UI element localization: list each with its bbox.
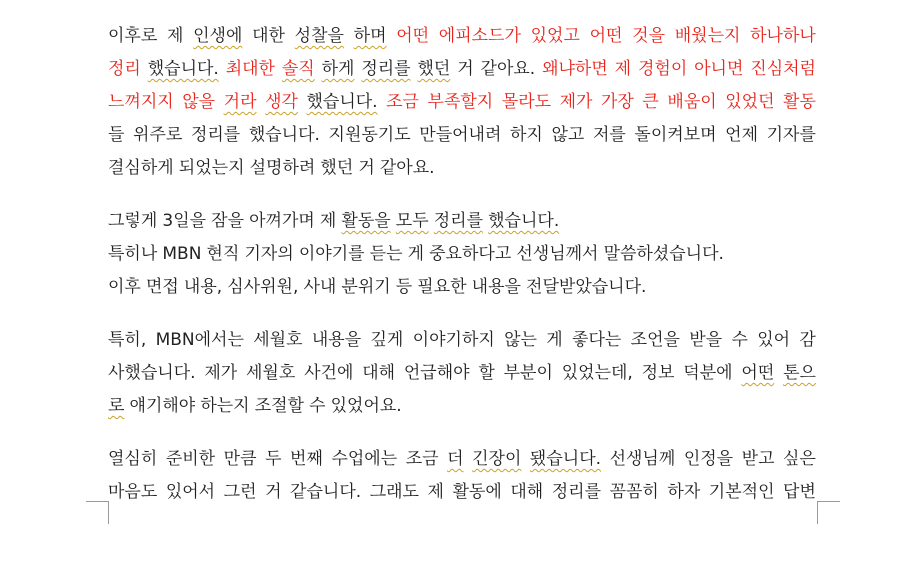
word: 제 <box>427 482 444 502</box>
word: 지원동기도 <box>328 125 411 145</box>
word: 설명하려 <box>249 158 316 178</box>
word: 않는 <box>504 330 537 350</box>
paragraph-gap <box>108 185 816 205</box>
word: 조금 <box>405 449 439 469</box>
word: 활동 <box>783 92 816 112</box>
word: 인정을 <box>683 449 734 469</box>
word: 됐습니다. <box>529 449 602 469</box>
word: 결심하게 <box>108 158 174 178</box>
document-body[interactable] <box>108 20 816 509</box>
word: 모두 <box>395 211 429 231</box>
paragraph <box>108 443 816 509</box>
word: 정리를 <box>551 482 602 502</box>
text-line <box>108 324 816 357</box>
word: 언제 <box>725 125 758 145</box>
word: 기자를 <box>766 125 816 145</box>
word: 선생님께 <box>609 449 676 469</box>
word: 거 <box>265 482 282 502</box>
word: 왜냐하면 <box>542 59 608 79</box>
word: 만큼 <box>223 449 257 469</box>
word: 느껴지지 <box>108 92 174 112</box>
word: 번째 <box>290 449 323 469</box>
word: 것을 <box>632 26 666 46</box>
word: 아니면 <box>694 59 744 79</box>
word: 세월호 <box>253 330 303 350</box>
word: 배웠는지 <box>674 26 741 46</box>
word: 심사위원, <box>227 277 299 297</box>
word: 정리를 <box>190 125 241 145</box>
page-corner-mark-left <box>86 501 109 524</box>
word: 있었던 <box>725 92 775 112</box>
page-corner-mark-right <box>817 501 840 524</box>
word: 긴장이 <box>472 449 522 469</box>
word: 그래도 <box>369 482 419 502</box>
text-line <box>108 390 816 423</box>
word: 돌이켜보며 <box>634 125 717 145</box>
word: 진심처럼 <box>750 59 816 79</box>
word: 기자의 <box>244 244 294 264</box>
word: 꼼꼼히 <box>609 482 659 502</box>
word: 있었는데, <box>561 363 633 383</box>
word: 듣는 <box>369 244 403 264</box>
word: 조금 <box>386 92 419 112</box>
word: 내용을 <box>471 277 521 297</box>
word: 깊게 <box>370 330 404 350</box>
word: 마음도 <box>108 482 158 502</box>
word: 수 <box>731 330 748 350</box>
paragraph-gap <box>108 304 816 324</box>
word: 몰라도 <box>501 92 552 112</box>
word: 중요하다고 <box>429 244 512 264</box>
word: 답변 <box>783 482 816 502</box>
word: 열심히 <box>108 449 158 469</box>
word: 만들어내려 <box>419 125 502 145</box>
word: 대한 <box>252 26 285 46</box>
word: 했습니다. <box>488 211 560 231</box>
word: 받고 <box>741 449 775 469</box>
paragraph <box>108 205 816 304</box>
word: 이야기하지 <box>412 330 495 350</box>
word: 정보 <box>641 363 675 383</box>
word: 가장 <box>601 92 634 112</box>
text-line <box>108 443 816 476</box>
word: 어떤 <box>396 26 430 46</box>
word: 3일을 <box>162 211 207 231</box>
word: 않고 <box>551 125 585 145</box>
word: 하는지 <box>200 396 250 416</box>
word: 싶은 <box>783 449 816 469</box>
paragraph <box>108 20 816 185</box>
word: 활동에 <box>452 482 502 502</box>
word: 했습니다. <box>306 92 378 112</box>
word: 있어 <box>757 330 791 350</box>
word: 있어서 <box>165 482 216 502</box>
text-line <box>108 53 816 86</box>
word: 같아요. <box>480 59 536 79</box>
word: 경험이 <box>637 59 688 79</box>
word: 게 <box>546 330 563 350</box>
text-line <box>108 271 816 304</box>
word: 위주로 <box>133 125 183 145</box>
word: 내용을 <box>311 330 362 350</box>
text-line <box>108 205 816 238</box>
word: 했습니다. <box>147 59 219 79</box>
word: 부족할지 <box>427 92 494 112</box>
word: 대해 <box>510 482 544 502</box>
word: 더 <box>447 449 464 469</box>
word: 톤으 <box>783 363 816 383</box>
word: 제가 <box>204 363 238 383</box>
word: 하며 <box>353 26 387 46</box>
word: 활동을 <box>341 211 391 231</box>
word: 하지 <box>510 125 543 145</box>
text-line <box>108 357 816 390</box>
word: 했던 <box>320 158 354 178</box>
word: 특히, <box>108 330 147 350</box>
word: 배움이 <box>667 92 717 112</box>
word: 사내 <box>303 277 337 297</box>
word: 거라 <box>223 92 257 112</box>
word: 면접 <box>145 277 179 297</box>
word: 어떤 <box>741 363 775 383</box>
word: 정리를 <box>361 59 411 79</box>
word: 했던 <box>417 59 451 79</box>
word: 정리를 <box>433 211 484 231</box>
word: 부분이 <box>503 363 553 383</box>
word: 감 <box>799 330 816 350</box>
word: 큰 <box>642 92 659 112</box>
word: 그런 <box>223 482 257 502</box>
word: 현직 <box>206 244 240 264</box>
word: 전달받았습니다. <box>526 277 647 297</box>
word: 제 <box>166 26 184 46</box>
word: 덕분에 <box>683 363 733 383</box>
word: 로 <box>108 396 125 416</box>
word: 언급해야 <box>403 363 470 383</box>
word: 기본적인 <box>708 482 775 502</box>
word: 같아요. <box>379 158 435 178</box>
word: 받을 <box>689 330 723 350</box>
word: 정리 <box>108 59 141 79</box>
word: 들 <box>108 125 125 145</box>
word: 이후 <box>108 277 141 297</box>
word: 등 <box>395 277 413 297</box>
word: 사했습니다. <box>108 363 196 383</box>
word: 얘기해야 <box>129 396 196 416</box>
word: 저를 <box>592 125 626 145</box>
word: 하게 <box>321 59 355 79</box>
word: 조언을 <box>630 330 680 350</box>
word: 세월호 <box>246 363 296 383</box>
word: 성찰을 <box>294 26 344 46</box>
word: 잠을 <box>211 211 244 231</box>
word: 생각 <box>265 92 298 112</box>
word: 거 <box>457 59 474 79</box>
word: 준비한 <box>165 449 216 469</box>
word: 되었는지 <box>178 158 245 178</box>
text-line <box>108 238 816 271</box>
paragraph-gap <box>108 423 816 443</box>
word: 같습니다. <box>290 482 362 502</box>
text-line <box>108 86 816 119</box>
text-line <box>108 476 816 509</box>
word: 있었어요. <box>330 396 402 416</box>
word: 그렇게 <box>108 211 158 231</box>
word: 제 <box>614 59 632 79</box>
word: 어떤 <box>589 26 623 46</box>
word: 최대한 <box>225 59 275 79</box>
word: 좋다는 <box>572 330 622 350</box>
text-line <box>108 20 816 53</box>
word: 대해 <box>362 363 396 383</box>
word: 필요한 <box>417 277 467 297</box>
word: 게 <box>407 244 425 264</box>
word: 아껴가며 <box>249 211 315 231</box>
word: 특히나 <box>108 244 158 264</box>
word: 했습니다. <box>248 125 320 145</box>
word: 이후로 <box>108 26 158 46</box>
word: 인생에 <box>193 26 243 46</box>
word: 이야기를 <box>298 244 365 264</box>
word: 사건에 <box>304 363 354 383</box>
word: 수업에는 <box>331 449 398 469</box>
word: 내용, <box>183 277 223 297</box>
word: MBN <box>162 244 202 264</box>
text-line <box>108 119 816 152</box>
word: 조절할 <box>254 396 304 416</box>
text-line <box>108 152 816 185</box>
paragraph <box>108 324 816 423</box>
word: 하자 <box>667 482 701 502</box>
word: 솔직 <box>281 59 315 79</box>
word: 에피소드가 <box>438 26 521 46</box>
word: 않을 <box>182 92 216 112</box>
word: 하나하나 <box>750 26 816 46</box>
word: 선생님께서 <box>516 244 599 264</box>
word: 제 <box>319 211 337 231</box>
word: 있었고 <box>530 26 580 46</box>
word: 할 <box>478 363 495 383</box>
word: 수 <box>309 396 326 416</box>
word: 제가 <box>559 92 593 112</box>
word: 두 <box>265 449 282 469</box>
word: MBN에서는 <box>155 330 244 350</box>
word: 말씀하셨습니다. <box>603 244 724 264</box>
word: 분위기 <box>341 277 391 297</box>
word: 거 <box>358 158 375 178</box>
